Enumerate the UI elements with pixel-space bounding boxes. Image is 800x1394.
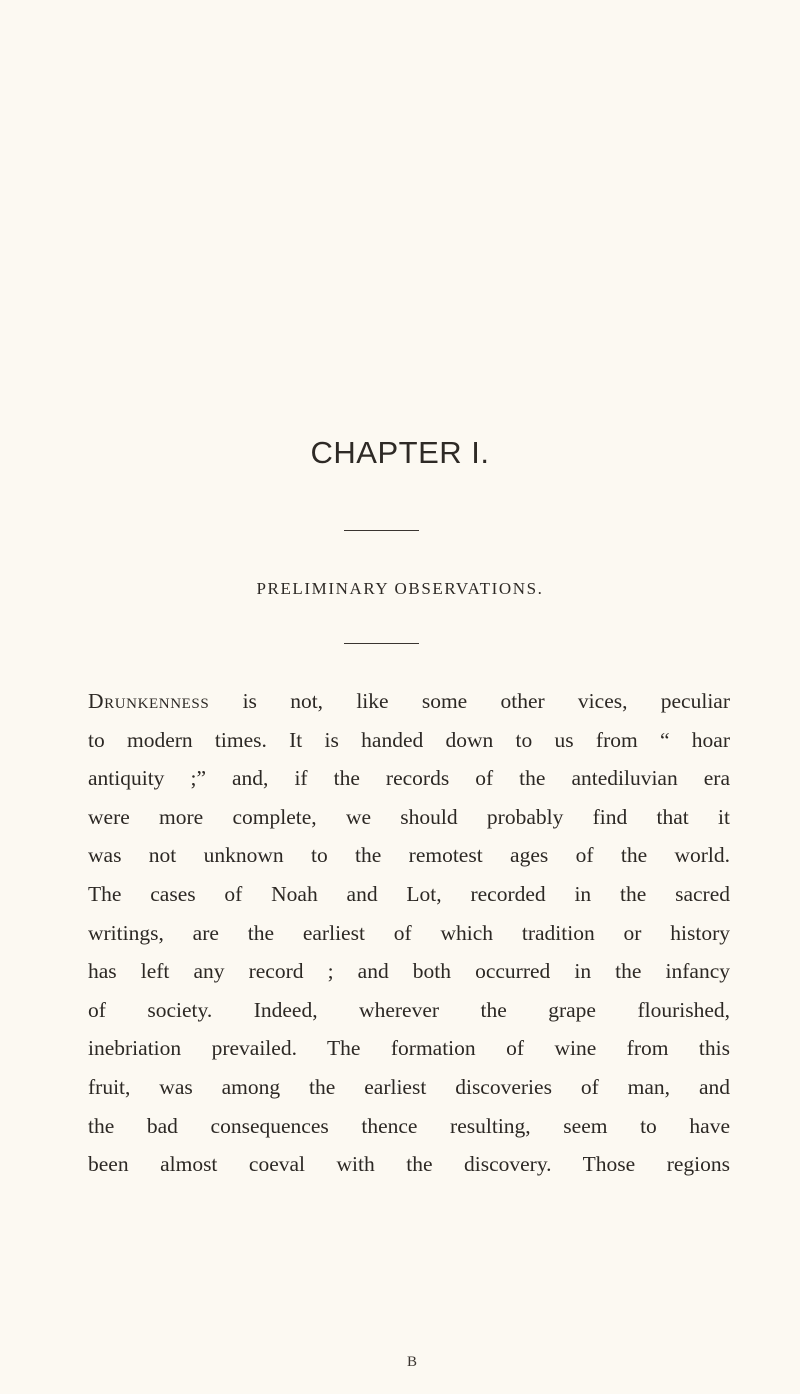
paragraph-line: was not unknown to the remotest ages of the world. <box>88 843 730 868</box>
paragraph-line: been almost coeval with the discovery. Those regions <box>88 1152 730 1177</box>
divider-rule-top <box>344 530 419 531</box>
paragraph-line: the bad consequences thence resulting, seem to have <box>88 1113 730 1138</box>
paragraph-line: has left any record ; and both occurred in the infancy <box>88 959 730 984</box>
body-paragraph <box>88 682 730 1184</box>
paragraph-line: of society. Indeed, wherever the grape flourished, <box>88 997 730 1022</box>
divider-rule-bottom <box>344 643 419 644</box>
paragraph-line: antiquity ;” and, if the records of the antediluvian era <box>88 766 730 791</box>
lead-word: Drunkenness <box>88 689 210 713</box>
paragraph-line: inebriation prevailed. The formation of wine from this <box>88 1036 730 1061</box>
paragraph-line: fruit, was among the earliest discoveries of man, and <box>88 1074 730 1099</box>
paragraph-line: to modern times. It is handed down to us from “ hoar <box>88 727 730 752</box>
paragraph-line: The cases of Noah and Lot, recorded in the sacred <box>88 881 730 906</box>
paragraph-line <box>88 682 730 721</box>
signature-mark: B <box>407 1354 418 1370</box>
paragraph-line: were more complete, we should probably find that it <box>88 804 730 829</box>
chapter-title: CHAPTER I. <box>310 435 490 470</box>
paragraph-line-text: is not, like some other vices, peculiar <box>209 689 730 713</box>
paragraph-line: writings, are the earliest of which tradition or history <box>88 920 730 945</box>
section-heading: PRELIMINARY OBSERVATIONS. <box>256 579 544 598</box>
